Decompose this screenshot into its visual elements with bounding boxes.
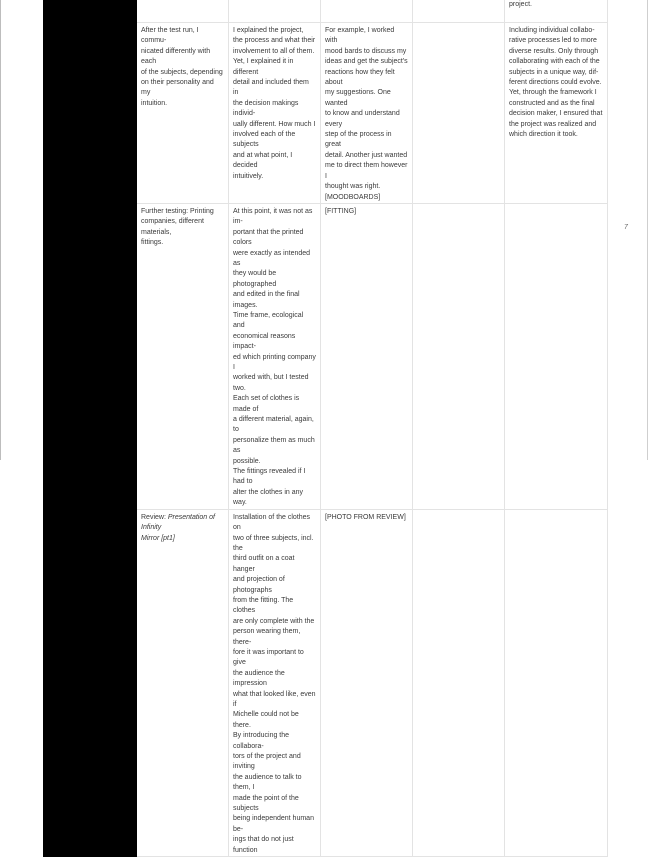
table-row xyxy=(44,509,608,856)
empty-cell xyxy=(413,509,505,856)
example-cell xyxy=(321,0,413,23)
black-margin-cell xyxy=(44,0,137,23)
page-edge-right xyxy=(647,0,648,460)
step-cell: After the test run, I commu- nicated differently with each of the subjects, depending on their personality and my intuition. xyxy=(137,23,229,204)
table-row xyxy=(44,0,608,23)
process-table xyxy=(43,0,608,857)
result-cell xyxy=(505,509,608,856)
empty-cell xyxy=(413,203,505,509)
how-cell: I explained the project, the process and what their involvement to all of them. Yet, I explained it in different detail and included them in the decision makings individ- ually different. How much I involved each of the subjects and at what point, I decided intuitively. xyxy=(229,23,321,204)
review-prefix: Review: xyxy=(141,513,168,521)
page-number: 7 xyxy=(624,224,628,231)
empty-cell xyxy=(413,0,505,23)
example-cell: [PHOTO FROM REVIEW] xyxy=(321,509,413,856)
how-cell xyxy=(229,0,321,23)
result-cell xyxy=(505,203,608,509)
how-cell: At this point, it was not as im- portant that the printed colors were exactly as intended as they would be photographed and edited in the final images. Time frame, ecological and economical reasons impact- ed which printing company I worked with, but I tested two. Each set of clothes is made of a different material, again, to personalize them as much as possible. The fittings revealed if I had to alter the clothes in any way. xyxy=(229,203,321,509)
step-cell xyxy=(137,0,229,23)
empty-cell xyxy=(413,23,505,204)
example-cell: For example, I worked with mood bards to discuss my ideas and get the subject's reactions how they felt about my suggestions. One wanted to know and understand every step of the process in great detail. Another just wanted me to direct them however I thought was right. [MOODBOARDS] xyxy=(321,23,413,204)
black-margin-cell xyxy=(44,203,137,509)
page-edge-left xyxy=(0,0,1,460)
result-cell: project. xyxy=(505,0,608,23)
result-cell: Including individual collabo- rative processes led to more diverse results. Only through collaborating with each of the subjects in a unique way, dif- ferent directions could evolve. Yet, through the framework I constructed and as the final decision maker, I ensured that the project was realized and which direction it took. xyxy=(505,23,608,204)
table-row xyxy=(44,203,608,509)
how-cell: Installation of the clothes on two of three subjects, incl. the third outfit on a coat hanger and projection of photographs from the fitting. The clothes are only complete with the person wearing them, there- fore it was important to give the audience the impression what that looked like, even if Michelle could not be there. By introducing the collabora- tors of the project and inviting the audience to talk to them, I made the point of the subjects being independent human be- ings that do not just function xyxy=(229,509,321,856)
review-title: Presentation of Infinity Mirror [pt1] xyxy=(141,513,215,542)
black-margin-cell xyxy=(44,509,137,856)
step-cell xyxy=(137,509,229,856)
step-cell: Further testing: Printing companies, different materials, fittings. xyxy=(137,203,229,509)
example-cell: [FITTING] xyxy=(321,203,413,509)
black-margin-cell xyxy=(44,23,137,204)
table-row xyxy=(44,23,608,204)
